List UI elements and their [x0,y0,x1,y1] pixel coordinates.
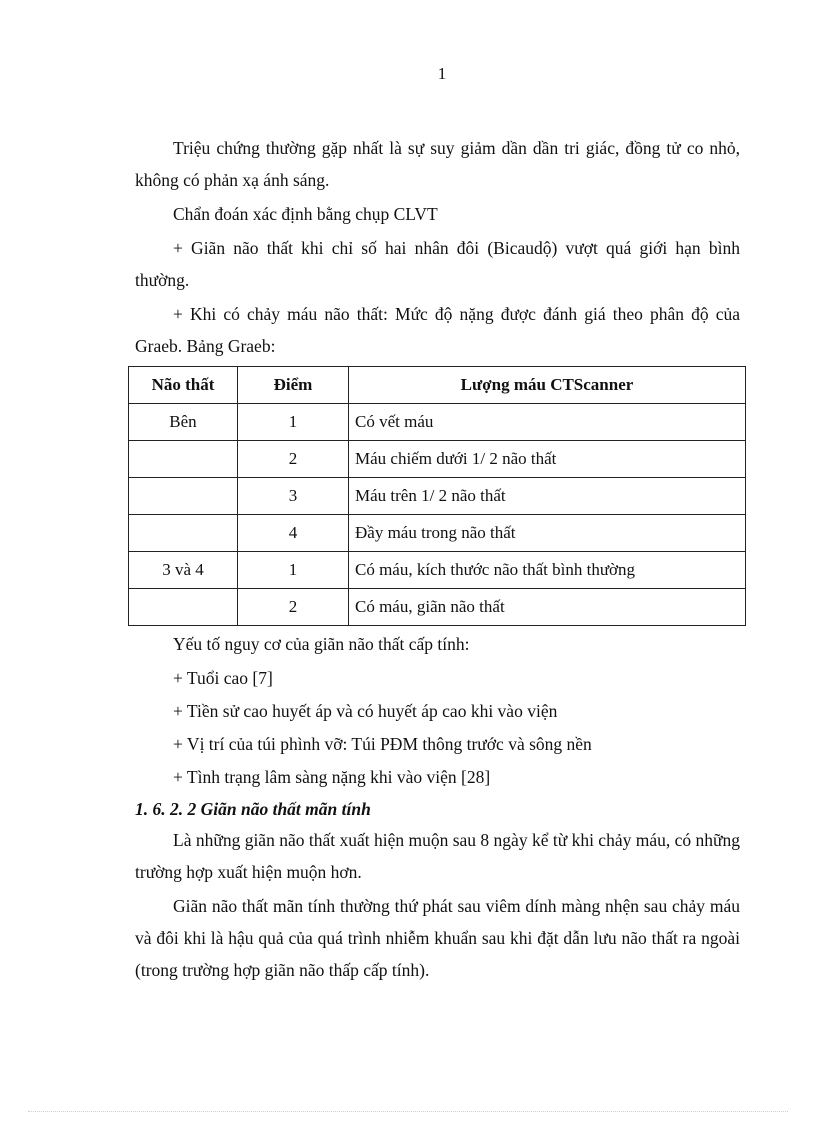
section-heading: 1. 6. 2. 2 Giãn não thất mãn tính [135,799,371,819]
cell-blood-amount: Có máu, kích thước não thất bình thường [349,552,746,589]
cell-ventricle [129,589,238,626]
cell-blood-amount: Có máu, giãn não thất [349,589,746,626]
table-row [129,404,746,441]
table-row [129,552,746,589]
graeb-table [128,366,746,626]
risk-item-hypertension: + Tiền sử cao huyết áp và có huyết áp cao khi vào viện [173,701,558,721]
cell-ventricle: 3 và 4 [129,552,238,589]
table-header-row [129,367,746,404]
cell-score: 2 [238,441,349,478]
table-row [129,478,746,515]
header-score: Điểm [238,367,349,404]
cell-blood-amount: Có vết máu [349,404,746,441]
table-row [129,515,746,552]
cell-score: 4 [238,515,349,552]
paragraph-diagnosis: Chẩn đoán xác định bằng chụp CLVT [173,204,438,224]
paragraph-chronic-cause: Giãn não thất mãn tính thường thứ phát sau viêm dính màng nhện sau chảy máu và đôi khi là hậu quả của quá trình nhiễm khuẩn sau khi đặt dẫn lưu não thất ra ngoài (trong trường hợp giãn não thấp cấp tính). [135,896,740,980]
risk-item-age: + Tuổi cao [7] [173,668,273,688]
cell-blood-amount: Máu trên 1/ 2 não thất [349,478,746,515]
risk-item-aneurysm-location: + Vị trí của túi phình vỡ: Túi PĐM thông trước và sông nền [173,734,592,754]
header-ventricle: Não thất [129,367,238,404]
paragraph-chronic-definition: Là những giãn não thất xuất hiện muộn sau 8 ngày kể từ khi chảy máu, có những trường hợp xuất hiện muộn hơn. [135,830,740,882]
cell-blood-amount: Máu chiếm dưới 1/ 2 não thất [349,441,746,478]
risk-item-clinical-state: + Tình trạng lâm sàng nặng khi vào viện [28] [173,767,491,787]
cell-score: 1 [238,404,349,441]
paragraph-ventricle-dilation: + Giãn não thất khi chỉ số hai nhân đôi (Bicaudộ) vượt quá giới hạn bình thường. [135,238,740,290]
cell-blood-amount: Đầy máu trong não thất [349,515,746,552]
paragraph-symptoms: Triệu chứng thường gặp nhất là sự suy giảm dần dần tri giác, đồng tử co nhỏ, không có phản xạ ánh sáng. [135,138,740,190]
cell-ventricle: Bên [129,404,238,441]
cell-score: 2 [238,589,349,626]
document-body [135,132,740,988]
cell-score: 3 [238,478,349,515]
page-number: 1 [437,64,447,83]
table-row [129,589,746,626]
header-blood-amount: Lượng máu CTScanner [349,367,746,404]
paragraph-graeb-intro: + Khi có chảy máu não thất: Mức độ nặng được đánh giá theo phân độ của Graeb. Bảng Graeb: [135,304,740,356]
table-row [129,441,746,478]
cell-ventricle [129,478,238,515]
cell-ventricle [129,515,238,552]
cell-score: 1 [238,552,349,589]
cell-ventricle [129,441,238,478]
risk-factors-intro: Yếu tố nguy cơ của giãn não thất cấp tính: [173,634,470,654]
page-bottom-divider [28,1111,788,1112]
